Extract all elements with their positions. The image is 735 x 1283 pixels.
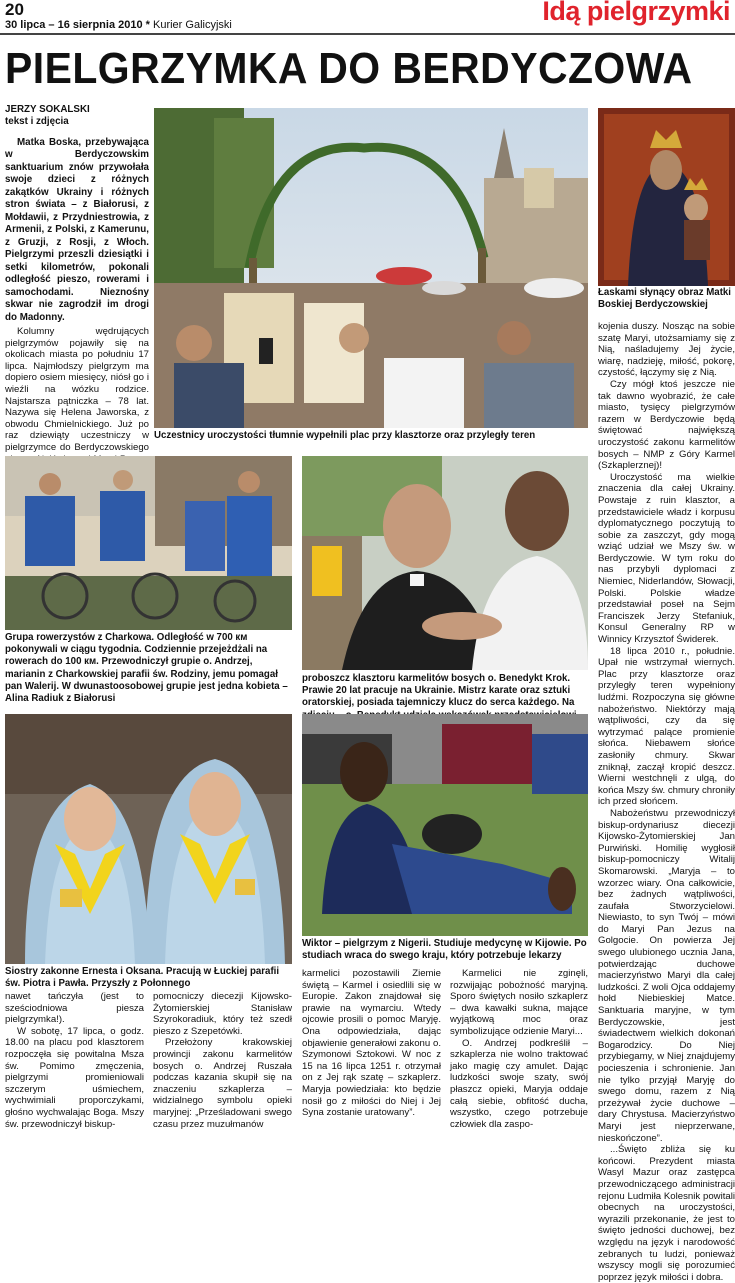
right-paragraph-5: Nabożeństwu przewodniczył biskup-ordynariusz diecezji Kijowsko-Żytomierskiej Jan Purwiński. Homilię wygłosił biskup-pomocniczy Witalij Skomarowski. „Maryja – to wzorzec wiary. Ona całkowicie, bez żadnych wątpliwości, zaufała Stworzycielowi. Niewiasto, to syn Twój – mówi do Maryi Pan Jezus na Golgocie. On powierza Jej swego ulubionego ucznia Jana, potwierdzając duchowe macierzyństwo Maryi dla całej ludzkości. Z woli Ojca oddajemy hołd Niebieskiej Matce. Sanktuaria maryjne, w tym Berdyczowskie, jest świadectwem wielkich dokonań Bogarodzicy. Do Niej przybiegamy, w Niej znajdujemy pocieszenia i schronienie. Jan nie tylko przyjął Maryję do swego domu, razem z Nią przeżywał życie duchowe – dary Chrystusa. Macierzyństwo Maryi jest nieprzerwane, nieskończone”. [598,807,735,1144]
photo-nuns [5,714,292,964]
article-title: PIELGRZYMKA DO BERDYCZOWA [5,44,693,93]
intro-column [5,104,149,454]
issue-line [5,19,232,31]
right-paragraph-2: Czy mógł ktoś jeszcze nie tak dawno wyobrazić, że całe miasto, tysięcy pielgrzymów razem w Berdyczowie będą świętować największą uroczystość zakonu karmelitów bosych – NMP z Góry Karmel (Szkaplerznej)! [598,378,735,472]
caption-priest: proboszcz klasztoru karmelitów bosych o. Benedykt Krok. Prawie 20 lat pracuje na Ukrainie. Mistrz karate oraz sztuki oratorskiej, posiada tajemniczy klucz do serca każdego. Na [302,673,575,709]
photo-procession [154,108,588,428]
bottom-col3-paragraph-1: karmelici pozostawili Ziemie świętą – Karmel i osiedlili się w Europie. Zakon znajdował się prawie na wymarciu. Wtedy ojcowie prosili o pomoc Maryję. Ona odpowiedziała, dając objawienie generałowi zakonu o. Szymonowi Sztokowi. W noc z 15 na 16 lipca 1251 r. otrzymał on z Jej rąk szatę – szkaplerz. Maryja powiedziała: kto będzie nosił go z miłości do Niej i Jej Syna zostanie uratowany”. [302,968,441,1119]
header-rule [0,33,735,35]
issue-separator: * [145,19,150,31]
right-column [598,321,735,1283]
right-paragraph-1: kojenia duszy. Nosząc na sobie szatę Maryi, utożsamiamy się z Nią, naśladujemy Jej życie, wiarę, nadzieję, miłość, pokorę, czystość, łączymy się z Nią. [598,321,735,379]
lead-paragraph: Matka Boska, przebywająca w Berdyczowskim sanktuarium znów przywołała swoje dzieci z różnych zakątków Ukrainy i różnych stron świata – z Białorusi, z Mołdawii, z Przydniestrowia, z Armenii, z Polski, z Kamerunu, z Gruzji, z Rosji, z Włoch. Pielgrzymi przeszli dziesiątki i setki kilometrów, pokonali odległość pieszo, rowerami i samochodami. Nieznośny skwar nie zagrodził im drogi do Madonny. [5,136,149,323]
bottom-col4-paragraph-2: O. Andrzej podkreślił – szkaplerza nie wolno traktować jako magię czy amulet. Dając ludzkości swoje szaty, swój płaszcz opieki, Maryja oddaje całą siebie, obfitość ducha, wszystko, czego potrzebuje człowiek dla zaspo- [450,1037,588,1130]
caption-cyclists: Grupa rowerzystów z Charkowa. Odległość w 700 км pokonywali w ciągu tygodnia. Codziennie przejeżdżali na rowerach do 100 км. Przewodniczył grupie o. Andrzej, marianin z Charkowskiej parafii św. Rodziny, jemu pomagał pan Walerij. W dwunastoosobowej grupie jest jedna kobieta – Alina Radiuk z Białorusi [5,632,288,705]
photo-cyclists [5,456,292,630]
right-paragraph-4: 18 lipca 2010 r., południe. Upał nie wstrzymał wiernych. Plac przy klasztorze oraz przyległy teren wypełniony ludźmi. Rozpoczyna się główne nabożeństwo. Niektórzy mają wątpliwości, czy da się wytrzymać palące promienie słońca. Niebawem słońce zasłoniły chmury. Skwar zniknął, zaczął kropić deszcz. Wierni westchnęli z ulgą, do końca Mszy św. chmury chroniły ich przed słońcem. [598,645,735,808]
bottom-column-4 [450,968,588,1130]
bottom-column-1 [5,991,144,1130]
author: JERZY SOKALSKI [5,104,90,115]
caption-icon-photo: Łaskami słynący obraz Matki Boskiej Berdyczowskiej [598,287,731,311]
photo-icon-madonna [598,108,735,286]
section-title: Idą pielgrzymki [542,0,730,26]
bottom-column-2 [153,991,292,1130]
right-paragraph-6: ...Święto zbliża się ku końcowi. Prezydent miasta Wasyl Mazur oraz zastępca przewodniczącego administracji rejonu Ludmiła Kolesnik powitali obecnych na uroczystości, wyrazili przekonanie, że jest to święto jedności duchowej, bez względu na język i narodowość zebranych tu ludzi, ponieważ wszyscy mogli się porozumieć poprzez język miłości i dobra. [598,1144,735,1283]
col1-paragraph: Kolumny wędrujących pielgrzymów pojawiły się na okolicach miasta po południu 17 lipca. Najmłodszy pielgrzym ma dopiero osiem miesięcy, niósł go i wieźli na wózku rodzice. Najstarsza pątniczka – 78 lat. Nazywa się Helena Jaworska, z obwodu Chmielnickiego. Już po raz dziewiąty uczestniczy w pielgrzymce do Berdyczowskiego [5,326,149,454]
page-number: 20 [5,0,24,19]
issue-dates: 30 lipca – 16 sierpnia 2010 [5,19,143,31]
photo-credit: tekst i zdjęcia [5,115,69,127]
bottom-col1-paragraph-1: nawet tańczyła (jest to sześciodniowa piesza pielgrzymka!). [5,991,144,1026]
newspaper-name: Kurier Galicyjski [153,19,232,31]
right-paragraph-3: Uroczystość ma wielkie znaczenia dla całej Ukrainy. Powstaje z ruin klasztor, a przedstawiciele władz i korpusu dyplomatycznego poczytują to sobie za zaszczyt, gdy mogą wziąć udział we Mszy św. w Berdyczowie. W tym roku do nas przybyli dyplomaci z Niemiec, Niderlandów, Słowacji, Polski. Polskie władze przedstawiał poseł na Sejm Franciszek Jerzy Stefaniuk, Konsul Generalny RP w Winnicy Krzysztof Świderek. [598,471,735,646]
bottom-col2-paragraph-1: pomocniczy diecezji Kijowsko-Żytomierskiej Stanisław Szyrokoradiuk, który też szedł pieszo z Szepetówki. [153,991,292,1037]
caption-main-photo: Uczestnicy uroczystości tłumnie wypełnili plac przy klasztorze oraz przyległy teren [154,430,536,441]
bottom-col1-paragraph-2: W sobotę, 17 lipca, o godz. 18.00 na placu pod klasztorem rozpoczęła się powitalna Msza św. Pomimo zmęczenia, pielgrzymi promieniowali szczerym uśmiechem, wychwimiali proporczykami, głośno wychwalając Boga. Mszy św. przewodniczył biskup- [5,1025,144,1130]
caption-nuns: Siostry zakonne Ernesta i Oksana. Pracują w Łuckiej parafii św. Piotra i Pawła. Przyszły z Połonnego [5,966,280,990]
bottom-col2-paragraph-2: Przełożony krakowskiej prowincji zakonu karmelitów bosych o. Andrzej Ruszała podczas kazania skupił się na znaczeniu szkaplerza – widzialnego symbolu opieki maryjnej: „Prześladowani swego czasu przez muzułmanów [153,1037,292,1130]
caption-nigeria: Wiktor – pielgrzym z Nigerii. Studiuje medycynę w Kijowie. Po studiach wraca do swego kraju, który potrzebuje lekarzy [302,938,587,962]
photo-priest [302,456,588,670]
photo-nigeria [302,714,588,936]
bottom-col4-paragraph-1: Karmelici nie zginęli, rozwijając pobożność maryjną. Sporo świętych nosiło szkaplerz – dwa kawałki sukna, mające wyjątkową moc oraz symbolizujące odzienie Maryi... [450,968,588,1037]
bottom-column-3 [302,968,441,1119]
